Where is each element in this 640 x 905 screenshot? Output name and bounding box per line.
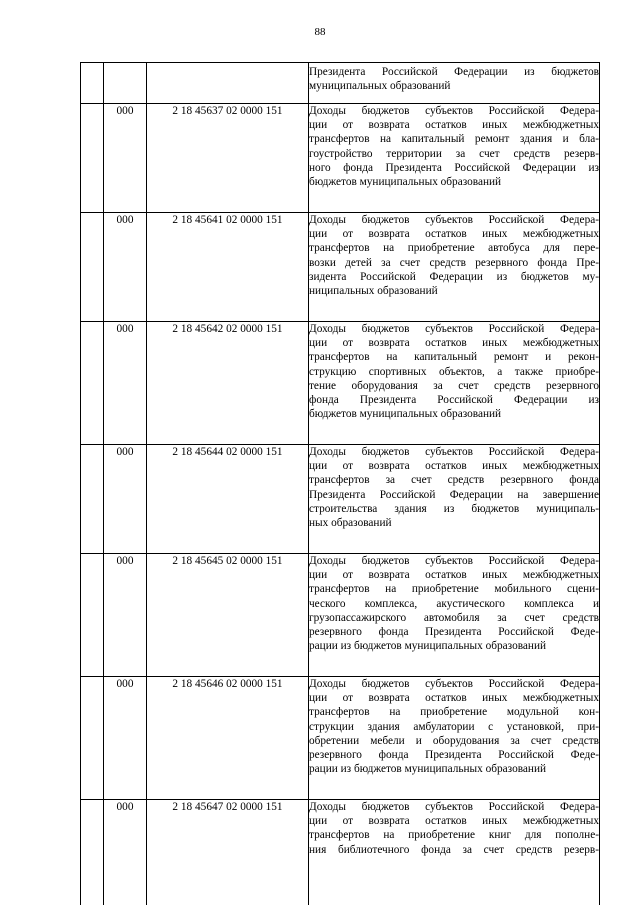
description-line: Доходы бюджетов субъектов Российской Федера- — [309, 323, 599, 335]
row-number-cell — [81, 63, 104, 104]
description-line: грузопассажирского автомобиля за счет средств — [309, 611, 599, 624]
table-row — [81, 800, 600, 905]
description-line: ного фонда Президента Российской Федерации из — [309, 161, 599, 174]
administrator-code-cell: 000 — [104, 800, 147, 905]
description-line: ции от возврата остатков иных межбюджетных — [309, 569, 599, 582]
row-number-cell — [81, 445, 104, 554]
budget-classification-table — [80, 62, 600, 905]
administrator-code-cell — [104, 63, 147, 104]
income-description-cell — [309, 677, 600, 800]
description-line: фонда Президента Российской Федерации из — [309, 394, 599, 407]
row-number-cell — [81, 800, 104, 905]
page-number: 88 — [314, 26, 326, 38]
budget-code-cell: 2 18 45645 02 0000 151 — [147, 554, 309, 677]
description-line: трансфертов на приобретение мобильного сцени- — [309, 583, 599, 596]
income-description-cell — [309, 322, 600, 445]
description-line: Президента Российской Федерации из бюджетов — [309, 66, 599, 78]
description-line: ных образований — [309, 517, 392, 530]
row-number-cell — [81, 322, 104, 445]
income-description-cell — [309, 213, 600, 322]
table-row — [81, 104, 600, 213]
description-line: ции от возврата остатков иных межбюджетных — [309, 460, 599, 473]
income-description-cell — [309, 554, 600, 677]
description-line: Доходы бюджетов субъектов Российской Федера- — [309, 446, 599, 458]
description-line: трансфертов на приобретение модульной кон- — [309, 706, 599, 719]
budget-code-cell — [147, 63, 309, 104]
description-line: трансфертов на приобретение автобуса для пере- — [309, 242, 599, 255]
table-row — [81, 63, 600, 104]
budget-code-cell: 2 18 45637 02 0000 151 — [147, 104, 309, 213]
description-line: ции от возврата остатков иных межбюджетных — [309, 815, 599, 828]
row-number-cell — [81, 677, 104, 800]
income-description-cell — [309, 63, 600, 104]
description-line: ции от возврата остатков иных межбюджетных — [309, 119, 599, 132]
description-line: Доходы бюджетов субъектов Российской Федера- — [309, 555, 599, 567]
description-line: гоустройство территории за счет средств резерв- — [309, 147, 599, 160]
row-number-cell — [81, 554, 104, 677]
description-line: трансфертов на капитальный ремонт и рекон- — [309, 351, 599, 364]
description-line: ния библиотечного фонда за счет средств резерв- — [309, 843, 599, 856]
budget-code-cell: 2 18 45646 02 0000 151 — [147, 677, 309, 800]
income-description-cell — [309, 104, 600, 213]
table-row — [81, 554, 600, 677]
description-line: Президента Российской Федерации на завершение — [309, 488, 599, 501]
table-row — [81, 322, 600, 445]
description-line: возки детей за счет средств резервного фонда Пре- — [309, 256, 599, 269]
description-line: рации из бюджетов муниципальных образований — [309, 763, 547, 776]
description-line: Доходы бюджетов субъектов Российской Федера- — [309, 801, 599, 813]
budget-code-cell: 2 18 45647 02 0000 151 — [147, 800, 309, 905]
row-number-cell — [81, 104, 104, 213]
description-line: муниципальных образований — [309, 80, 451, 93]
administrator-code-cell: 000 — [104, 445, 147, 554]
description-line: обретении мебели и оборудования за счет средств — [309, 734, 599, 747]
description-line: трансфертов на приобретение книг для пополне- — [309, 829, 599, 842]
administrator-code-cell: 000 — [104, 213, 147, 322]
administrator-code-cell: 000 — [104, 554, 147, 677]
description-line: резервного фонда Президента Российской Феде- — [309, 749, 599, 762]
description-line: рации из бюджетов муниципальных образований — [309, 640, 547, 653]
table-body — [81, 63, 600, 905]
administrator-code-cell: 000 — [104, 104, 147, 213]
income-description-cell — [309, 800, 600, 905]
table-row — [81, 677, 600, 800]
description-line: ниципальных образований — [309, 285, 438, 298]
description-line: ции от возврата остатков иных межбюджетных — [309, 337, 599, 350]
description-line: трансфертов за счет средств резервного фонда — [309, 474, 599, 487]
description-line: Доходы бюджетов субъектов Российской Федера- — [309, 214, 599, 226]
row-number-cell — [81, 213, 104, 322]
description-line: струкции здания амбулатории с установкой, при- — [309, 720, 599, 733]
administrator-code-cell: 000 — [104, 322, 147, 445]
description-line: ции от возврата остатков иных межбюджетных — [309, 692, 599, 705]
description-line: бюджетов муниципальных образований — [309, 408, 502, 421]
description-line: струкцию спортивных объектов, а также приобре- — [309, 365, 599, 378]
description-line: Доходы бюджетов субъектов Российской Федера- — [309, 105, 599, 117]
description-line: строительства здания из бюджетов муниципаль- — [309, 502, 599, 515]
budget-code-cell: 2 18 45642 02 0000 151 — [147, 322, 309, 445]
description-line: ции от возврата остатков иных межбюджетных — [309, 228, 599, 241]
description-line: резервного фонда Президента Российской Феде- — [309, 626, 599, 639]
table-row — [81, 213, 600, 322]
description-line: Доходы бюджетов субъектов Российской Федера- — [309, 678, 599, 690]
description-line: ческого комплекса, акустического комплекса и — [309, 597, 599, 610]
budget-code-cell: 2 18 45641 02 0000 151 — [147, 213, 309, 322]
budget-code-cell: 2 18 45644 02 0000 151 — [147, 445, 309, 554]
description-line: тение оборудования за счет средств резервного — [309, 379, 599, 392]
table-row — [81, 445, 600, 554]
income-description-cell — [309, 445, 600, 554]
description-line: бюджетов муниципальных образований — [309, 176, 502, 189]
administrator-code-cell: 000 — [104, 677, 147, 800]
description-line: трансфертов на капитальный ремонт здания и бла- — [309, 133, 599, 146]
description-line: зидента Российской Федерации из бюджетов му- — [309, 270, 599, 283]
